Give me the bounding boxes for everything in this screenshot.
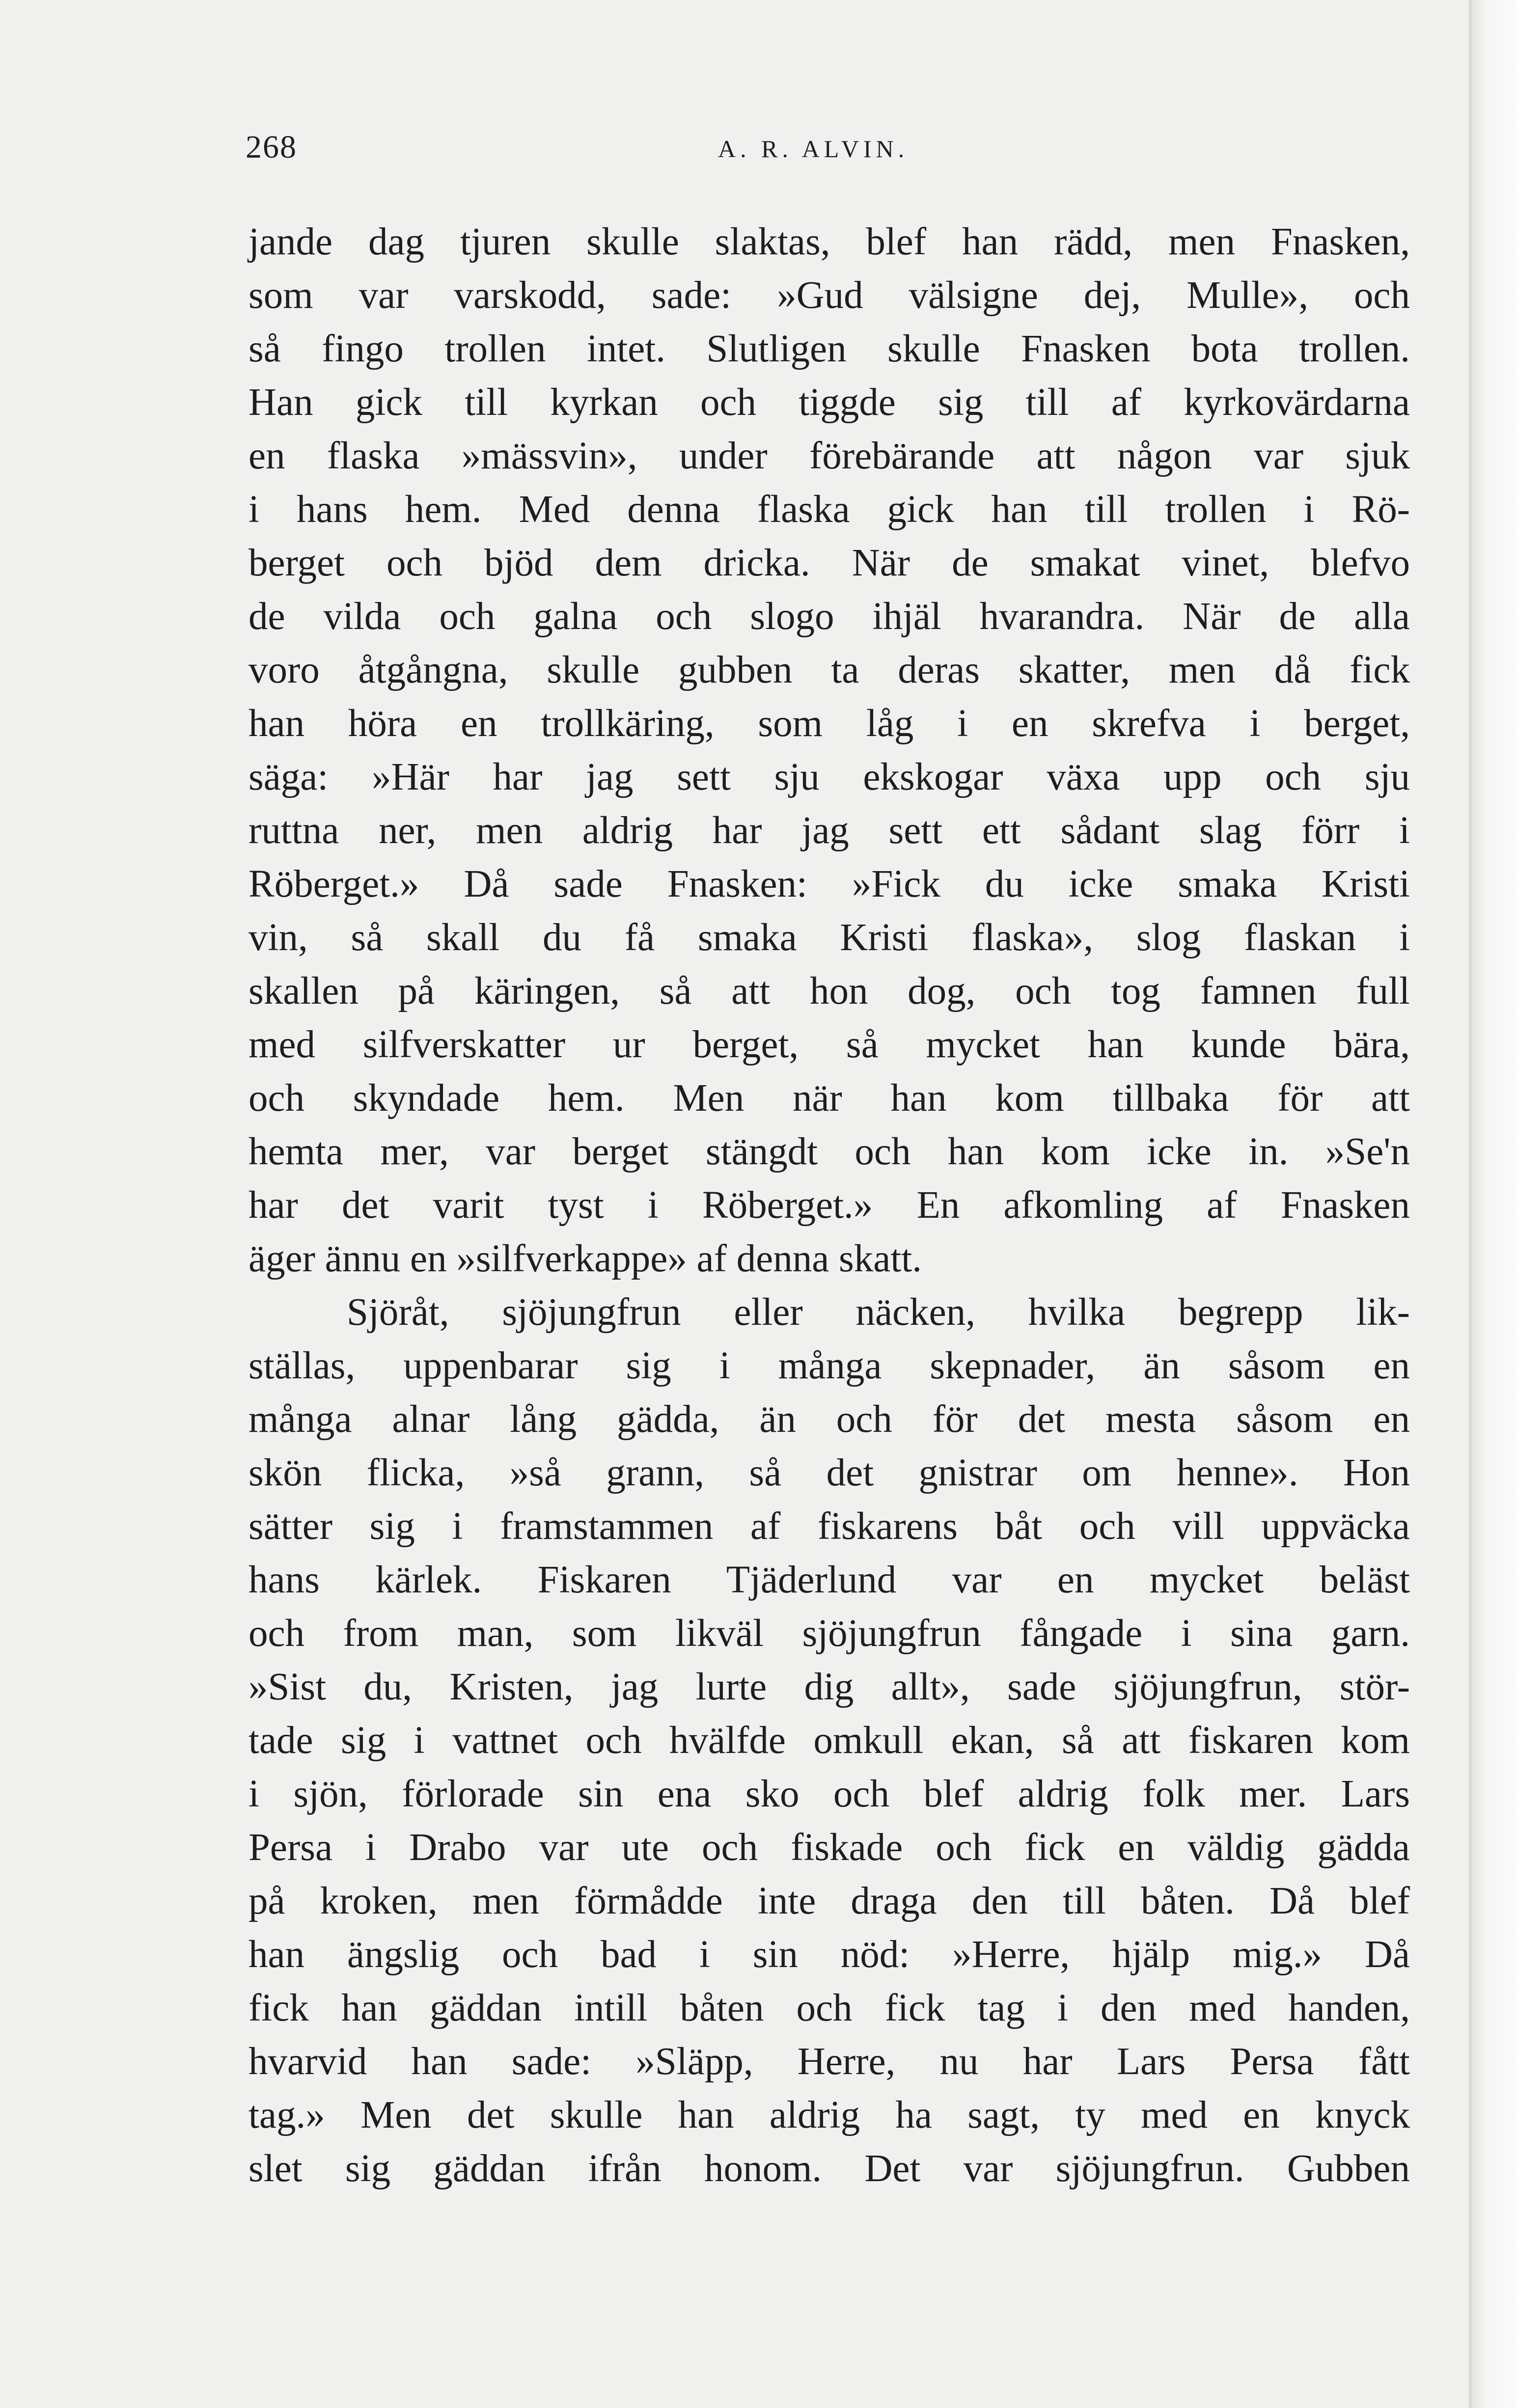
text-line: slet sig gäddan ifrån honom. Det var sjöjungfrun. Gubben (248, 2147, 1410, 2190)
text-line: de vilda och galna och slogo ihjäl hvarandra. När de alla (248, 595, 1410, 638)
text-line: en flaska »mässvin», under förebärande att någon var sjuk (248, 435, 1410, 477)
text-line: ruttna ner, men aldrig har jag sett ett sådant slag förr i (248, 809, 1410, 852)
text-line: han höra en trollkäring, som låg i en skrefva i berget, (248, 702, 1410, 745)
text-line: många alnar lång gädda, än och för det mesta såsom en (248, 1398, 1410, 1441)
text-line: som var varskodd, sade: »Gud välsigne dej, Mulle», och (248, 274, 1410, 317)
text-line: Sjöråt, sjöjungfrun eller näcken, hvilka begrepp lik- (347, 1291, 1410, 1334)
text-line: hemta mer, var berget stängdt och han kom icke in. »Se'n (248, 1130, 1410, 1173)
text-line: »Sist du, Kristen, jag lurte dig allt», sade sjöjungfrun, stör- (248, 1666, 1410, 1708)
text-line: hans kärlek. Fiskaren Tjäderlund var en mycket beläst (248, 1559, 1410, 1601)
page-edge (1468, 0, 1517, 2408)
text-line: så fingo trollen intet. Slutligen skulle Fnasken bota trollen. (248, 328, 1410, 370)
text-line: Persa i Drabo var ute och fiskade och fick en väldig gädda (248, 1826, 1410, 1869)
text-line: och from man, som likväl sjöjungfrun fångade i sina garn. (248, 1612, 1410, 1655)
text-line: fick han gäddan intill båten och fick tag i den med handen, (248, 1987, 1410, 2029)
text-line: äger ännu en »silfverkappe» af denna skatt. (248, 1237, 922, 1280)
text-line: har det varit tyst i Röberget.» En afkomling af Fnasken (248, 1184, 1410, 1227)
text-line: i sjön, förlorade sin ena sko och blef aldrig folk mer. Lars (248, 1773, 1410, 1815)
text-line: skön flicka, »så grann, så det gnistrar om henne». Hon (248, 1451, 1410, 1494)
text-line: voro åtgångna, skulle gubben ta deras skatter, men då fick (248, 649, 1410, 691)
text-line: med silfverskatter ur berget, så mycket han kunde bära, (248, 1023, 1410, 1066)
text-line: säga: »Här har jag sett sju ekskogar växa upp och sju (248, 756, 1410, 798)
text-line: på kroken, men förmådde inte draga den till båten. Då blef (248, 1880, 1410, 1922)
text-line: ställas, uppenbarar sig i många skepnader, än såsom en (248, 1344, 1410, 1387)
text-line: i hans hem. Med denna flaska gick han till trollen i Rö- (248, 488, 1410, 531)
text-line: och skyndade hem. Men när han kom tillbaka för att (248, 1077, 1410, 1120)
page-number: 268 (246, 129, 297, 165)
page-header (246, 129, 1424, 178)
text-line: sätter sig i framstammen af fiskarens båt och vill uppväcka (248, 1505, 1410, 1548)
page-edge-line (1469, 0, 1472, 2408)
text-line: tade sig i vattnet och hvälfde omkull ekan, så att fiskaren kom (248, 1719, 1410, 1762)
text-line: vin, så skall du få smaka Kristi flaska», slog flaskan i (248, 916, 1410, 959)
text-line: jande dag tjuren skulle slaktas, blef han rädd, men Fnasken, (248, 220, 1410, 263)
text-line: berget och bjöd dem dricka. När de smakat vinet, blefvo (248, 542, 1410, 584)
text-line: han ängslig och bad i sin nöd: »Herre, hjälp mig.» Då (248, 1933, 1410, 1976)
text-line: Han gick till kyrkan och tiggde sig till af kyrkovärdarna (248, 381, 1410, 424)
text-line: hvarvid han sade: »Släpp, Herre, nu har Lars Persa fått (248, 2040, 1410, 2083)
text-line: skallen på käringen, så att hon dog, och tog famnen full (248, 970, 1410, 1012)
running-head: A. R. ALVIN. (718, 135, 909, 163)
text-line: Röberget.» Då sade Fnasken: »Fick du icke smaka Kristi (248, 863, 1410, 905)
text-line: tag.» Men det skulle han aldrig ha sagt, ty med en knyck (248, 2094, 1410, 2136)
body-text (248, 215, 1410, 2195)
